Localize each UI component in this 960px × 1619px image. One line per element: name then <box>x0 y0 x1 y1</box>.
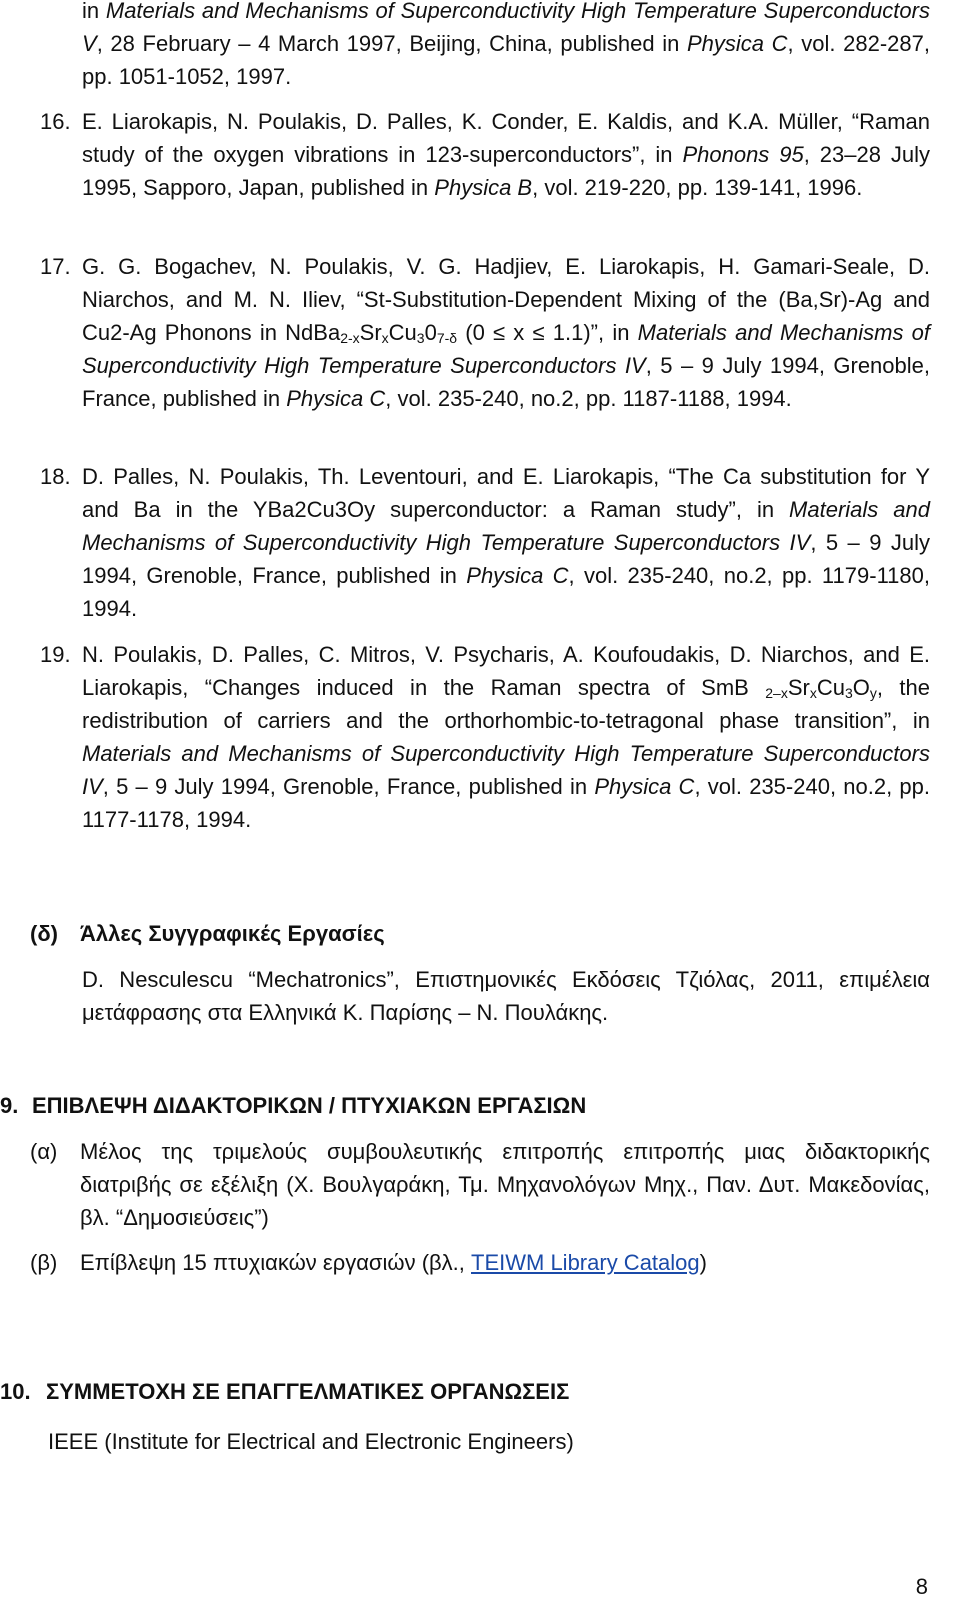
item-text: ) <box>699 1250 707 1275</box>
reference-number: 19. <box>40 642 71 667</box>
page-number: 8 <box>915 1574 928 1599</box>
formula-sub: 2-x <box>340 330 360 346</box>
ref-text: , 28 February – 4 March 1997, Beijing, China, published in <box>96 31 687 56</box>
section-label: 9. <box>0 1093 19 1118</box>
formula-part: Cu <box>816 675 845 700</box>
formula-sub: 3 <box>844 685 853 701</box>
ref-text: D. Palles, N. Poulakis, Th. Leventouri, and E. Liarokapis, “The Ca substitution for Y and Ba in the YBa2Cu3Oy superconductor: a Raman study”, in <box>82 464 930 522</box>
ref-text: , 23–28 July 1995, Sapporo, Japan, published in <box>82 142 931 200</box>
ref-text: in <box>82 0 106 23</box>
ref-journal: Physica C <box>286 386 386 411</box>
formula-sub: 2–x <box>765 685 788 701</box>
ref-journal: Physica C <box>594 774 695 799</box>
formula-part: 0 <box>424 320 437 345</box>
section-9-item-b <box>30 1246 930 1279</box>
ref-venue: Materials and Mechanisms of Superconductivity High Temperature Superconductors IV <box>82 497 930 555</box>
section-d-text: D. Nesculescu “Mechatronics”, Επιστημονικές Εκδόσεις Τζιόλας, 2011, επιμέλεια μετάφρασης στα Ελληνικά Κ. Παρίσης – Ν. Πουλάκης. <box>82 967 930 1025</box>
ref-journal: Physica C <box>686 31 788 56</box>
ref-text: , vol. 219-220, pp. 139-141, 1996. <box>532 175 863 200</box>
ref-text: , vol. 235-240, no.2, pp. 1179-1180, 1994. <box>82 563 930 621</box>
item-text: Μέλος της τριμελούς συμβουλευτικής επιτροπής επιτροπής μιας διδακτορικής διατριβής σε εξέλιξη (Χ. Βουλγαράκη, Τμ. Μηχανολόγων Μηχ., Παν. Δυτ. Μακεδονίας, βλ. “Δημοσιεύσεις”) <box>80 1139 930 1230</box>
ref-text: G. G. Bogachev, N. Poulakis, V. G. Hadjiev, E. Liarokapis, H. Gamari-Seale, D. Niarchos, and M. N. Iliev, “St-Substitution-Dependent Mixing of the (Ba,Sr)-Ag and Cu2-Ag Phonons in NdBa <box>82 254 930 345</box>
formula-part: Sr <box>787 675 810 700</box>
formula-sub: 7-δ <box>436 330 458 346</box>
section-10-text: IEEE (Institute for Electrical and Electronic Engineers) <box>48 1429 574 1454</box>
ref-text: , 5 – 9 July 1994, Grenoble, France, published in <box>82 530 931 588</box>
ref-text: , vol. 235-240, no.2, pp. 1187-1188, 1994. <box>385 386 792 411</box>
formula-sub: y <box>869 685 877 701</box>
ref-text: , vol. 235-240, no.2, pp. 1177-1178, 1994. <box>82 774 930 832</box>
section-label: (δ) <box>30 921 58 946</box>
section-d-heading <box>30 917 385 950</box>
ref-journal: Physica C <box>466 563 569 588</box>
formula-part: Sr <box>359 320 382 345</box>
ref-text: , the redistribution of carriers and the orthorhombic-to-tetragonal phase transition”, in <box>82 675 930 733</box>
formula-sub: x <box>809 685 817 701</box>
section-title: ΕΠΙΒΛΕΨΗ ΔΙΔΑΚΤΟΡΙΚΩΝ / ΠΤΥΧΙΑΚΩΝ ΕΡΓΑΣΙΩΝ <box>32 1093 587 1118</box>
reference-18 <box>40 460 930 625</box>
ref-venue: Materials and Mechanisms of Superconductivity High Temperature Superconductors V <box>82 0 930 56</box>
ref-text: , vol. 282-287, pp. 1051-1052, 1997. <box>82 31 930 89</box>
formula-sub: 3 <box>416 330 425 346</box>
library-catalog-link[interactable]: TEIWM Library Catalog <box>471 1250 700 1275</box>
ref-journal: Physica B <box>434 175 533 200</box>
formula-part: O <box>852 675 870 700</box>
ref-venue: Phonons 95 <box>682 142 804 167</box>
reference-number: 18. <box>40 464 71 489</box>
ref-text: N. Poulakis, D. Palles, C. Mitros, V. Psycharis, A. Koufoudakis, D. Niarchos, and E. Liarokapis, “Changes induced in the Raman spectra of SmB <box>82 642 930 700</box>
reference-19 <box>40 638 930 836</box>
reference-16 <box>40 105 930 204</box>
formula-part: Cu <box>388 320 417 345</box>
section-title: Άλλες Συγγραφικές Εργασίες <box>80 921 385 946</box>
ref-venue: Materials and Mechanisms of Superconductivity High Temperature Superconductors IV <box>82 320 931 378</box>
section-label: 10. <box>0 1379 31 1404</box>
ref-text: , 5 – 9 July 1994, Grenoble, France, published in <box>102 774 595 799</box>
reference-number: 17. <box>40 254 71 279</box>
reference-15-continuation <box>82 0 930 93</box>
section-10-heading <box>0 1375 569 1408</box>
ref-text: , 5 – 9 July 1994, Grenoble, France, published in <box>82 353 930 411</box>
formula-sub: x <box>381 330 389 346</box>
item-label: (α) <box>30 1139 58 1164</box>
item-text: Επίβλεψη 15 πτυχιακών εργασιών (βλ., <box>80 1250 472 1275</box>
section-title: ΣΥΜΜΕΤΟΧΗ ΣΕ ΕΠΑΓΓΕΛΜΑΤΙΚΕΣ ΟΡΓΑΝΩΣΕΙΣ <box>46 1379 570 1404</box>
reference-number: 16. <box>40 109 71 134</box>
ref-text: (0 ≤ x ≤ 1.1)”, in <box>457 320 638 345</box>
section-9-item-a <box>30 1135 930 1234</box>
ref-venue: Materials and Mechanisms of Superconductivity High Temperature Superconductors IV <box>82 741 930 799</box>
item-label: (β) <box>30 1250 58 1275</box>
section-9-heading <box>0 1089 586 1122</box>
ref-text: E. Liarokapis, N. Poulakis, D. Palles, K. Conder, E. Kaldis, and K.A. Müller, “Raman study of the oxygen vibrations in 123-superconductors”, in <box>82 109 930 167</box>
reference-17 <box>40 250 930 415</box>
